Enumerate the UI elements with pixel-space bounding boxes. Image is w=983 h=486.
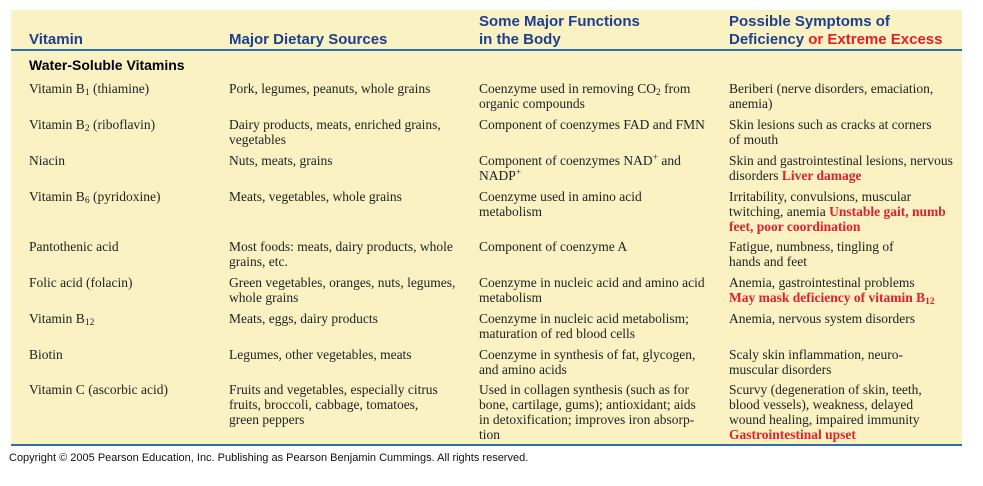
vitamin-cell: Vitamin $B_2$ (riboflavin) xyxy=(29,117,156,134)
copyright-text: Copyright © 2005 Pearson Education, Inc. Publishing as Pearson Benjamin Cummings. All rights reserved. xyxy=(9,452,529,464)
vitamin-cell: Vitamin $B_1$ (thiamine) xyxy=(29,81,150,98)
excess-text: feet, poor coordination xyxy=(729,219,861,234)
header-functions-line1: Some Major Functions xyxy=(479,13,640,30)
symptoms-cell: Irritability, convulsions, muscular twitching, anemia Unstable gait, numb feet, poor coordination xyxy=(729,189,946,234)
header-symptoms-line1: Possible Symptoms of xyxy=(729,13,890,30)
functions-cell: Used in collagen synthesis (such as for bone, cartilage, gums); antioxidant; aids in detoxification; improves iron absorp- tion xyxy=(479,382,696,442)
vitamin-cell: Vitamin C (ascorbic acid) xyxy=(29,382,169,397)
sources-cell: Most foods: meats, dairy products, whole grains, etc. xyxy=(229,239,453,269)
header-excess: or Extreme Excess xyxy=(808,31,943,48)
sources-cell: Meats, vegetables, whole grains xyxy=(229,189,402,204)
symptoms-cell: Skin lesions such as cracks at corners of mouth xyxy=(729,117,932,147)
functions-cell: Coenzyme in synthesis of fat, glycogen, and amino acids xyxy=(479,347,696,377)
symptoms-cell: Anemia, nervous system disorders xyxy=(729,311,915,326)
excess-text: Unstable gait, numb xyxy=(829,204,946,219)
footer-rule xyxy=(11,444,962,446)
sources-cell: Green vegetables, oranges, nuts, legumes, whole grains xyxy=(229,275,456,305)
excess-text: May mask deficiency of vitamin $B_{12}$ xyxy=(729,290,935,307)
vitamin-cell: Vitamin $B_{12}$ xyxy=(29,311,95,328)
vitamin-cell: Biotin xyxy=(29,347,63,362)
header-symptoms-line2 xyxy=(729,31,942,49)
symptoms-cell: Scaly skin inflammation, neuro- muscular disorders xyxy=(729,347,903,377)
vitamin-cell: Pantothenic acid xyxy=(29,239,119,254)
functions-cell: Component of coenzyme A xyxy=(479,239,628,254)
functions-cell: Component of coenzymes FAD and FMN xyxy=(479,117,705,132)
excess-text: Gastrointestinal upset xyxy=(729,427,856,442)
vitamin-cell: Vitamin $B_6$ (pyridoxine) xyxy=(29,189,161,206)
sources-cell: Dairy products, meats, enriched grains, vegetables xyxy=(229,117,441,147)
header-sources: Major Dietary Sources xyxy=(229,31,388,48)
header-rule xyxy=(11,49,962,51)
symptoms-cell: Beriberi (nerve disorders, emaciation, anemia) xyxy=(729,81,934,111)
sources-cell: Legumes, other vegetables, meats xyxy=(229,347,412,362)
header-functions-line2: in the Body xyxy=(479,31,561,48)
sources-cell: Fruits and vegetables, especially citrus fruits, broccoli, cabbage, tomatoes, green peppers xyxy=(229,382,438,427)
sources-cell: Pork, legumes, peanuts, whole grains xyxy=(229,81,431,96)
section-title: Water-Soluble Vitamins xyxy=(29,57,185,73)
functions-cell: Coenzyme in nucleic acid and amino acid metabolism xyxy=(479,275,705,305)
functions-cell: Coenzyme in nucleic acid metabolism; maturation of red blood cells xyxy=(479,311,689,341)
header-vitamin: Vitamin xyxy=(29,31,83,48)
symptoms-cell: Fatigue, numbness, tingling of hands and feet xyxy=(729,239,894,269)
symptoms-cell: Skin and gastrointestinal lesions, nervous disorders Liver damage xyxy=(729,153,953,183)
functions-cell: Component of coenzymes NAD+ and NADP+ xyxy=(479,153,681,183)
functions-cell: Coenzyme used in removing $CO_2$ from organic compounds xyxy=(479,81,691,111)
symptoms-cell: Scurvy (degeneration of skin, teeth, blood vessels), weakness, delayed wound healing, impaired immunity Gastrointestinal upset xyxy=(729,382,922,442)
sources-cell: Meats, eggs, dairy products xyxy=(229,311,378,326)
symptoms-cell: Anemia, gastrointestinal problems May mask deficiency of vitamin $B_{12}$ xyxy=(729,275,935,307)
sources-cell: Nuts, meats, grains xyxy=(229,153,333,168)
excess-text: Liver damage xyxy=(781,168,862,183)
vitamin-cell: Folic acid (folacin) xyxy=(29,275,133,290)
vitamin-cell: Niacin xyxy=(29,153,65,168)
header-deficiency: Deficiency xyxy=(729,31,805,48)
functions-cell: Coenzyme used in amino acid metabolism xyxy=(479,189,642,219)
